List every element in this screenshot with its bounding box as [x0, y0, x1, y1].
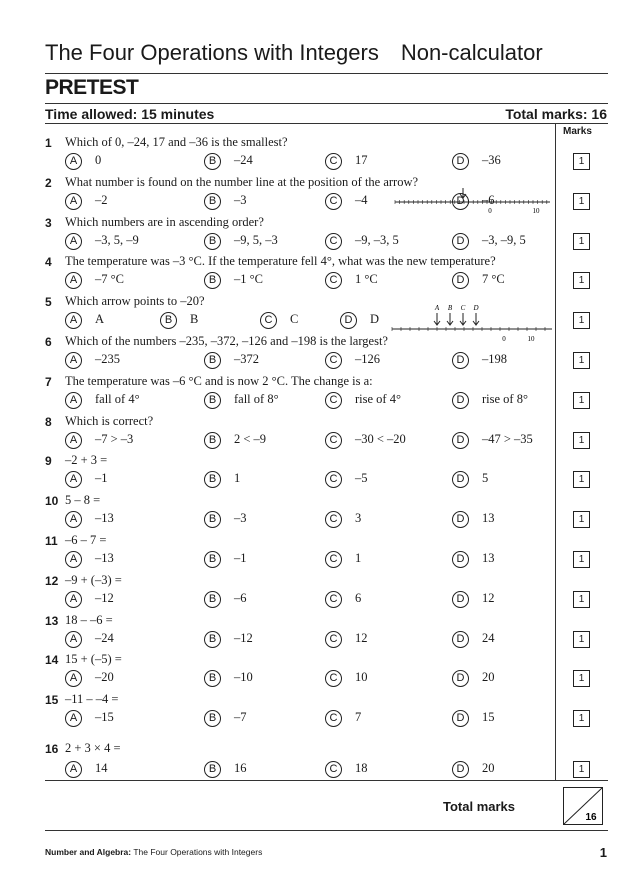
option-letter-circle[interactable]: B — [204, 193, 221, 210]
option-value: 3 — [355, 511, 362, 525]
mark-box: 1 — [573, 233, 590, 250]
option-letter-circle[interactable]: C — [325, 710, 342, 727]
option-value: 20 — [482, 761, 495, 775]
option-value: –3 — [234, 511, 247, 525]
mark-box: 1 — [573, 670, 590, 687]
option-letter-circle[interactable]: D — [340, 312, 357, 329]
option-value: 6 — [355, 591, 362, 605]
question-text: The temperature was –6 °C and is now 2 °C. The change is a: — [65, 374, 373, 388]
question-number: 3 — [45, 216, 52, 230]
option-letter-circle[interactable]: C — [325, 352, 342, 369]
option-value: –5 — [355, 471, 368, 485]
option-value: –372 — [234, 352, 259, 366]
option-letter-circle[interactable]: A — [65, 511, 82, 528]
option-letter-circle[interactable]: A — [65, 432, 82, 449]
question-15 — [45, 693, 555, 733]
option-letter-circle[interactable]: A — [65, 761, 82, 778]
option-letter-circle[interactable]: A — [65, 153, 82, 170]
question-1 — [45, 136, 555, 176]
question-text: What number is found on the number line at the position of the arrow? — [65, 175, 419, 189]
pretest-rule — [45, 103, 608, 104]
option-letter-circle[interactable]: C — [325, 591, 342, 608]
number-line-arrows — [434, 304, 479, 325]
option-value: 20 — [482, 670, 495, 684]
option-value: –3, –9, 5 — [482, 233, 526, 247]
option-value: –9, –3, 5 — [355, 233, 399, 247]
option-value: 2 < –9 — [234, 432, 267, 446]
option-value: 0 — [95, 153, 102, 167]
marks-heading: Marks — [563, 126, 592, 137]
option-value: rise of 8° — [482, 392, 528, 406]
option-letter-circle[interactable]: A — [65, 233, 82, 250]
option-value: A — [95, 312, 105, 326]
question-text: –9 + (–3) = — [65, 573, 122, 587]
option-letter-circle[interactable]: B — [204, 471, 221, 488]
option-letter-circle[interactable]: A — [65, 312, 82, 329]
option-letter-circle[interactable]: B — [204, 591, 221, 608]
option-value: –10 — [234, 670, 253, 684]
option-value: –7 — [234, 710, 247, 724]
mark-box: 1 — [573, 591, 590, 608]
total-marks-value: 16 — [585, 812, 597, 823]
question-14 — [45, 653, 555, 693]
question-8 — [45, 415, 555, 455]
footer-rule — [45, 830, 608, 831]
footer-topic: The Four Operations with Integers — [133, 847, 263, 857]
mark-box: 1 — [573, 551, 590, 568]
question-number: 6 — [45, 335, 52, 349]
question-4 — [45, 255, 555, 295]
option-letter-circle[interactable]: A — [65, 272, 82, 289]
option-letter-circle[interactable]: D — [452, 272, 469, 289]
option-value: fall of 4° — [95, 392, 140, 406]
option-value: 7 — [355, 710, 362, 724]
option-letter-circle[interactable]: C — [325, 670, 342, 687]
option-letter-circle[interactable]: A — [65, 392, 82, 409]
question-number: 9 — [45, 454, 52, 468]
option-letter-circle[interactable]: A — [65, 471, 82, 488]
number-line-label-0: 0 — [488, 207, 492, 215]
option-letter-circle[interactable]: D — [452, 233, 469, 250]
option-letter-circle[interactable]: B — [204, 670, 221, 687]
option-letter-circle[interactable]: B — [204, 153, 221, 170]
mark-box: 1 — [573, 761, 590, 778]
total-marks-box — [563, 787, 603, 825]
option-value: –12 — [95, 591, 114, 605]
question-number: 2 — [45, 176, 52, 190]
time-allowed: Time allowed: 15 minutes — [45, 106, 215, 122]
question-text: –6 – 7 = — [65, 533, 107, 547]
option-value: 14 — [95, 761, 108, 775]
option-letter-circle[interactable]: A — [65, 631, 82, 648]
option-value: –12 — [234, 631, 253, 645]
option-value: B — [190, 312, 199, 326]
option-letter-circle[interactable]: C — [325, 153, 342, 170]
option-letter-circle[interactable]: B — [204, 761, 221, 778]
question-text: Which is correct? — [65, 414, 154, 428]
option-value: –13 — [95, 551, 114, 565]
option-letter-circle[interactable]: D — [452, 710, 469, 727]
option-value: –235 — [95, 352, 120, 366]
option-letter-circle[interactable]: A — [65, 710, 82, 727]
option-letter-circle[interactable]: A — [65, 551, 82, 568]
mark-box: 1 — [573, 392, 590, 409]
option-value: –24 — [95, 631, 114, 645]
option-value: 16 — [234, 761, 247, 775]
option-value: –3 — [234, 193, 247, 207]
option-letter-circle[interactable]: C — [260, 312, 277, 329]
option-value: 13 — [482, 551, 495, 565]
question-number: 1 — [45, 136, 52, 150]
question-16 — [45, 742, 555, 782]
arrow-label-d: D — [473, 304, 479, 312]
option-letter-circle[interactable]: C — [325, 761, 342, 778]
option-letter-circle[interactable]: C — [325, 272, 342, 289]
option-letter-circle[interactable]: D — [452, 153, 469, 170]
option-letter-circle[interactable]: A — [65, 352, 82, 369]
question-number: 8 — [45, 415, 52, 429]
mark-box: 1 — [573, 511, 590, 528]
option-value: –7 > –3 — [95, 432, 134, 446]
number-line-q5 — [390, 302, 555, 344]
option-letter-circle[interactable]: B — [204, 352, 221, 369]
option-value: 12 — [355, 631, 368, 645]
option-letter-circle[interactable]: A — [65, 193, 82, 210]
option-letter-circle[interactable]: A — [65, 591, 82, 608]
option-letter-circle[interactable]: D — [452, 352, 469, 369]
mark-box: 1 — [573, 631, 590, 648]
option-value: –2 — [95, 193, 108, 207]
option-letter-circle[interactable]: B — [204, 272, 221, 289]
option-value: –198 — [482, 352, 507, 366]
number-line-label-10: 10 — [532, 207, 540, 215]
arrow-label-c: C — [460, 304, 466, 312]
option-letter-circle[interactable]: D — [452, 392, 469, 409]
question-number: 5 — [45, 295, 52, 309]
option-value: 1 °C — [355, 272, 378, 286]
option-letter-circle[interactable]: C — [325, 511, 342, 528]
option-value: 15 — [482, 710, 495, 724]
question-3 — [45, 216, 555, 256]
test-name: PRETEST — [45, 76, 139, 99]
arrow-label-a: A — [434, 304, 440, 312]
option-value: –4 — [355, 193, 368, 207]
option-value: D — [370, 312, 380, 326]
option-value: –126 — [355, 352, 380, 366]
option-value: fall of 8° — [234, 392, 279, 406]
question-12 — [45, 574, 555, 614]
option-letter-circle[interactable]: C — [325, 193, 342, 210]
question-text: 5 – 8 = — [65, 493, 101, 507]
option-letter-circle[interactable]: C — [325, 551, 342, 568]
option-value: –36 — [482, 153, 501, 167]
question-text: Which of the numbers –235, –372, –126 and –198 is the largest? — [65, 334, 388, 348]
question-number: 7 — [45, 375, 52, 389]
question-number: 16 — [45, 742, 59, 756]
title-rule — [45, 73, 608, 74]
question-7 — [45, 375, 555, 415]
option-value: 13 — [482, 511, 495, 525]
option-value: –24 — [234, 153, 253, 167]
footer-strand — [45, 847, 262, 857]
mark-box: 1 — [573, 153, 590, 170]
marks-column-divider — [555, 124, 556, 780]
option-letter-circle[interactable]: B — [204, 392, 221, 409]
option-value: –6 — [234, 591, 247, 605]
question-text: –11 – –4 = — [65, 692, 119, 706]
number-line-q2 — [390, 186, 555, 216]
question-number: 14 — [45, 653, 59, 667]
total-marks-label: Total marks — [443, 799, 516, 814]
number-line-label-0: 0 — [502, 335, 506, 343]
bottom-rule — [45, 780, 608, 781]
option-letter-circle[interactable]: B — [204, 432, 221, 449]
option-letter-circle[interactable]: D — [452, 670, 469, 687]
mark-box: 1 — [573, 272, 590, 289]
option-letter-circle[interactable]: B — [204, 551, 221, 568]
question-text: –2 + 3 = — [65, 453, 108, 467]
option-letter-circle[interactable]: C — [325, 471, 342, 488]
option-value: –30 < –20 — [355, 432, 406, 446]
question-text: 2 + 3 × 4 = — [65, 741, 121, 755]
option-letter-circle[interactable]: B — [204, 631, 221, 648]
question-text: The temperature was –3 °C. If the temperature fell 4°, what was the new temperature? — [65, 254, 496, 268]
header-rule — [45, 123, 608, 124]
total-marks-header: Total marks: 16 — [505, 106, 607, 122]
question-number: 10 — [45, 494, 59, 508]
question-number: 13 — [45, 614, 59, 628]
option-letter-circle[interactable]: D — [452, 591, 469, 608]
mark-box: 1 — [573, 352, 590, 369]
option-letter-circle[interactable]: C — [325, 233, 342, 250]
title-text: The Four Operations with Integers — [45, 40, 379, 65]
question-text: Which numbers are in ascending order? — [65, 215, 264, 229]
question-10 — [45, 494, 555, 534]
option-value: 5 — [482, 471, 489, 485]
question-11 — [45, 534, 555, 574]
page-number: 1 — [599, 845, 607, 860]
question-number: 4 — [45, 255, 52, 269]
option-value: –20 — [95, 670, 114, 684]
option-letter-circle[interactable]: B — [204, 710, 221, 727]
option-value: –15 — [95, 710, 114, 724]
mark-box: 1 — [573, 471, 590, 488]
option-value: –1 — [234, 551, 247, 565]
option-letter-circle[interactable]: B — [160, 312, 177, 329]
option-letter-circle[interactable]: C — [325, 432, 342, 449]
mark-box: 1 — [573, 710, 590, 727]
option-value: –1 °C — [234, 272, 263, 286]
mark-box: 1 — [573, 193, 590, 210]
footer-strand-name: Number and Algebra: — [45, 847, 132, 857]
question-9 — [45, 454, 555, 494]
question-text: Which of 0, –24, 17 and –36 is the smallest? — [65, 135, 288, 149]
option-value: 7 °C — [482, 272, 505, 286]
option-value: 1 — [355, 551, 362, 565]
option-letter-circle[interactable]: D — [452, 511, 469, 528]
option-value: 18 — [355, 761, 368, 775]
option-letter-circle[interactable]: B — [204, 511, 221, 528]
option-value: 10 — [355, 670, 368, 684]
question-number: 11 — [45, 534, 58, 548]
option-letter-circle[interactable]: D — [452, 432, 469, 449]
option-letter-circle[interactable]: D — [452, 631, 469, 648]
question-number: 15 — [45, 693, 59, 707]
option-letter-circle[interactable]: D — [452, 551, 469, 568]
option-value: 1 — [234, 471, 241, 485]
option-value: –1 — [95, 471, 108, 485]
option-letter-circle[interactable]: B — [204, 233, 221, 250]
question-13 — [45, 614, 555, 654]
option-value: rise of 4° — [355, 392, 401, 406]
option-value: –3, 5, –9 — [95, 233, 139, 247]
option-value: 12 — [482, 591, 495, 605]
option-value: –47 > –35 — [482, 432, 533, 446]
mark-box: 1 — [573, 432, 590, 449]
option-letter-circle[interactable]: C — [325, 631, 342, 648]
option-value: –7 °C — [95, 272, 124, 286]
question-text: 15 + (–5) = — [65, 652, 122, 666]
arrow-label-b: B — [447, 304, 453, 312]
option-value: 17 — [355, 153, 368, 167]
question-text: Which arrow points to –20? — [65, 294, 205, 308]
question-text: 18 – –6 = — [65, 613, 113, 627]
number-line-label-10: 10 — [527, 335, 535, 343]
mark-box: 1 — [573, 312, 590, 329]
page-title — [45, 40, 543, 66]
question-number: 12 — [45, 574, 59, 588]
option-letter-circle[interactable]: C — [325, 392, 342, 409]
option-letter-circle[interactable]: D — [452, 761, 469, 778]
option-value: –6 — [482, 193, 495, 207]
subtitle-text: Non-calculator — [400, 40, 543, 65]
option-value: 24 — [482, 631, 495, 645]
option-value: –9, 5, –3 — [234, 233, 278, 247]
option-letter-circle[interactable]: A — [65, 670, 82, 687]
option-value: –13 — [95, 511, 114, 525]
option-value: C — [290, 312, 299, 326]
option-letter-circle[interactable]: D — [452, 471, 469, 488]
option-letter-circle[interactable]: D — [452, 193, 469, 210]
